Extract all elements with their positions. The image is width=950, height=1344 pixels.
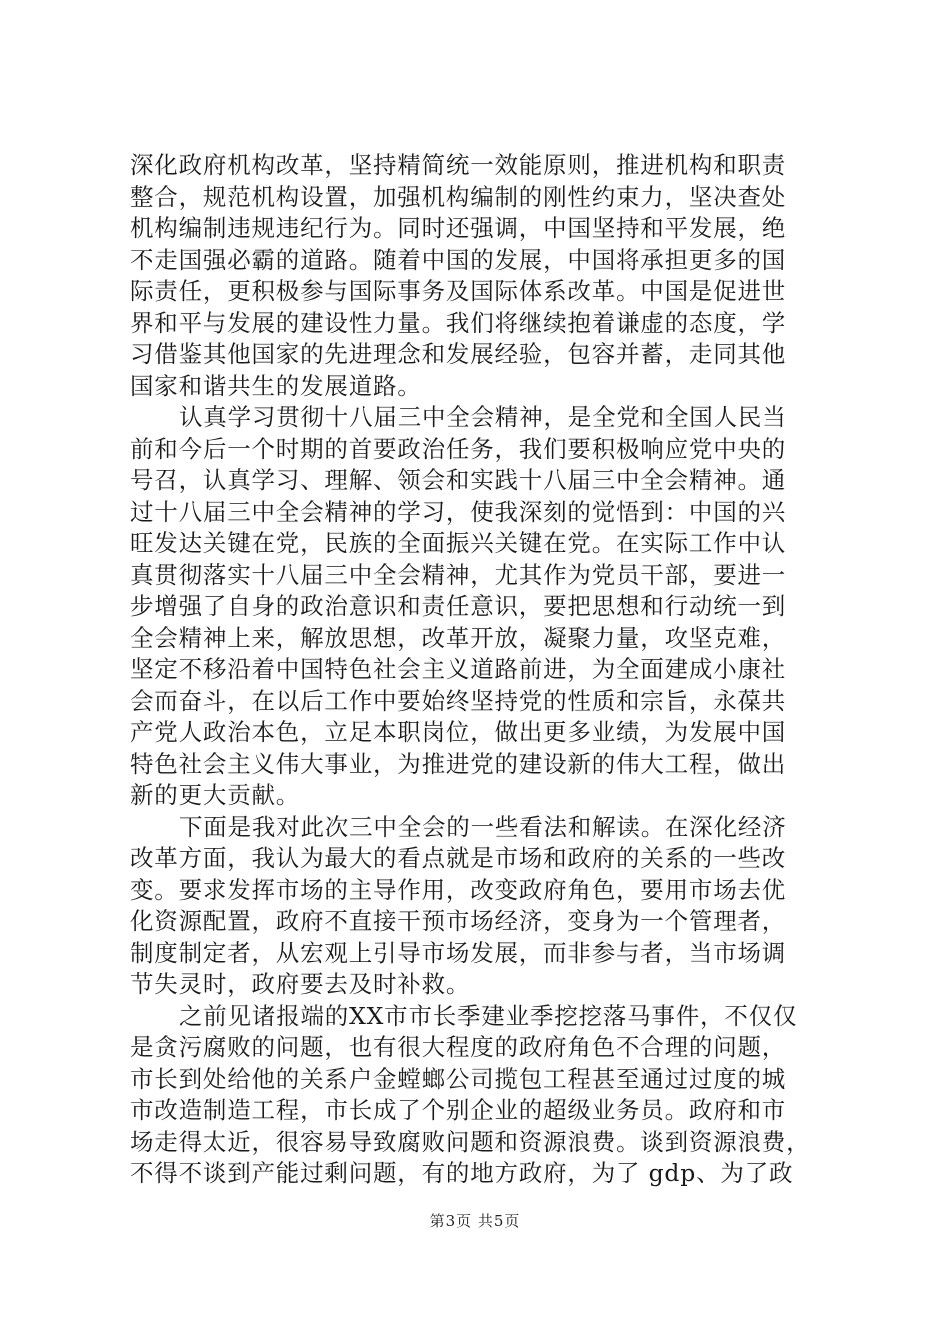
text-line: 不走国强必霸的道路。随着中国的发展，中国将承担更多的国 <box>130 245 787 274</box>
text-line: 界和平与发展的建设性力量。我们将继续抱着谦虚的态度，学 <box>130 308 787 337</box>
page-footer <box>0 1211 950 1231</box>
page-number: 第3页 共5页 <box>429 1212 521 1230</box>
text-line: 市改造制造工程，市长成了个别企业的超级业务员。政府和市 <box>130 1096 787 1124</box>
text-line: 产党人政治本色，立足本职岗位，做出更多业绩，为发展中国 <box>130 718 787 746</box>
text-line: 认真学习贯彻十八届三中全会精神，是全党和全国人民当 <box>179 403 787 431</box>
text-line: 不得不谈到产能过剩问题，有的地方政府，为了 gdp、为了政 <box>130 1159 794 1187</box>
text-line: 旺发达关键在党，民族的全面振兴关键在党。在实际工作中认 <box>130 529 787 557</box>
text-line: 制度制定者，从宏观上引导市场发展，而非参与者，当市场调 <box>130 938 787 967</box>
text-line: 节失灵时，政府要去及时补救。 <box>130 970 471 998</box>
paragraph-4 <box>130 1001 830 1190</box>
text-line: 整合，规范机构设置，加强机构编制的刚性约束力，坚决查处 <box>130 182 787 211</box>
text-line: 是贪污腐败的问题，也有很大程度的政府角色不合理的问题， <box>130 1033 787 1061</box>
paragraph-2 <box>130 402 830 812</box>
text-line: 改革方面，我认为最大的看点就是市场和政府的关系的一些改 <box>130 844 787 872</box>
text-line: 国家和谐共生的发展道路。 <box>130 371 422 400</box>
text-line: 特色社会主义伟大事业，为推进党的建设新的伟大工程，做出 <box>130 749 787 778</box>
document-body <box>130 150 830 1190</box>
text-line: 步增强了自身的政治意识和责任意识，要把思想和行动统一到 <box>130 592 787 620</box>
text-line: 深化政府机构改革，坚持精简统一效能原则，推进机构和职责 <box>130 151 787 179</box>
text-line: 全会精神上来，解放思想，改革开放，凝聚力量，攻坚克难， <box>130 623 787 652</box>
text-line: 新的更大贡献。 <box>130 781 301 809</box>
text-line: 坚定不移沿着中国特色社会主义道路前进，为全面建成小康社 <box>130 655 787 683</box>
text-line: 场走得太近，很容易导致腐败问题和资源浪费。谈到资源浪费， <box>130 1127 811 1156</box>
text-line: 变。要求发挥市场的主导作用，改变政府角色，要用市场去优 <box>130 875 787 904</box>
text-line: 习借鉴其他国家的先进理念和发展经验，包容并蓄，走同其他 <box>130 340 787 368</box>
text-line: 市长到处给他的关系户金螳螂公司揽包工程甚至通过过度的城 <box>130 1064 787 1093</box>
text-line: 会而奋斗，在以后工作中要始终坚持党的性质和宗旨，永葆共 <box>130 686 787 715</box>
text-line: 真贯彻落实十八届三中全会精神，尤其作为党员干部，要进一 <box>130 560 787 589</box>
text-line: 际责任，更积极参与国际事务及国际体系改革。中国是促进世 <box>130 277 787 305</box>
paragraph-3 <box>130 812 830 1001</box>
text-line: 过十八届三中全会精神的学习，使我深刻的觉悟到：中国的兴 <box>130 497 787 526</box>
text-line: 之前见诸报端的XX市市长季建业季挖挖落马事件，不仅仅 <box>179 1001 798 1030</box>
text-line: 机构编制违规违纪行为。同时还强调，中国坚持和平发展，绝 <box>130 214 787 242</box>
text-line: 化资源配置，政府不直接干预市场经济，变身为一个管理者， <box>130 907 787 935</box>
paragraph-1 <box>130 150 830 402</box>
text-line: 下面是我对此次三中全会的一些看法和解读。在深化经济 <box>179 812 787 841</box>
text-line: 号召，认真学习、理解、领会和实践十八届三中全会精神。通 <box>130 466 787 494</box>
text-line: 前和今后一个时期的首要政治任务，我们要积极响应党中央的 <box>130 434 787 463</box>
